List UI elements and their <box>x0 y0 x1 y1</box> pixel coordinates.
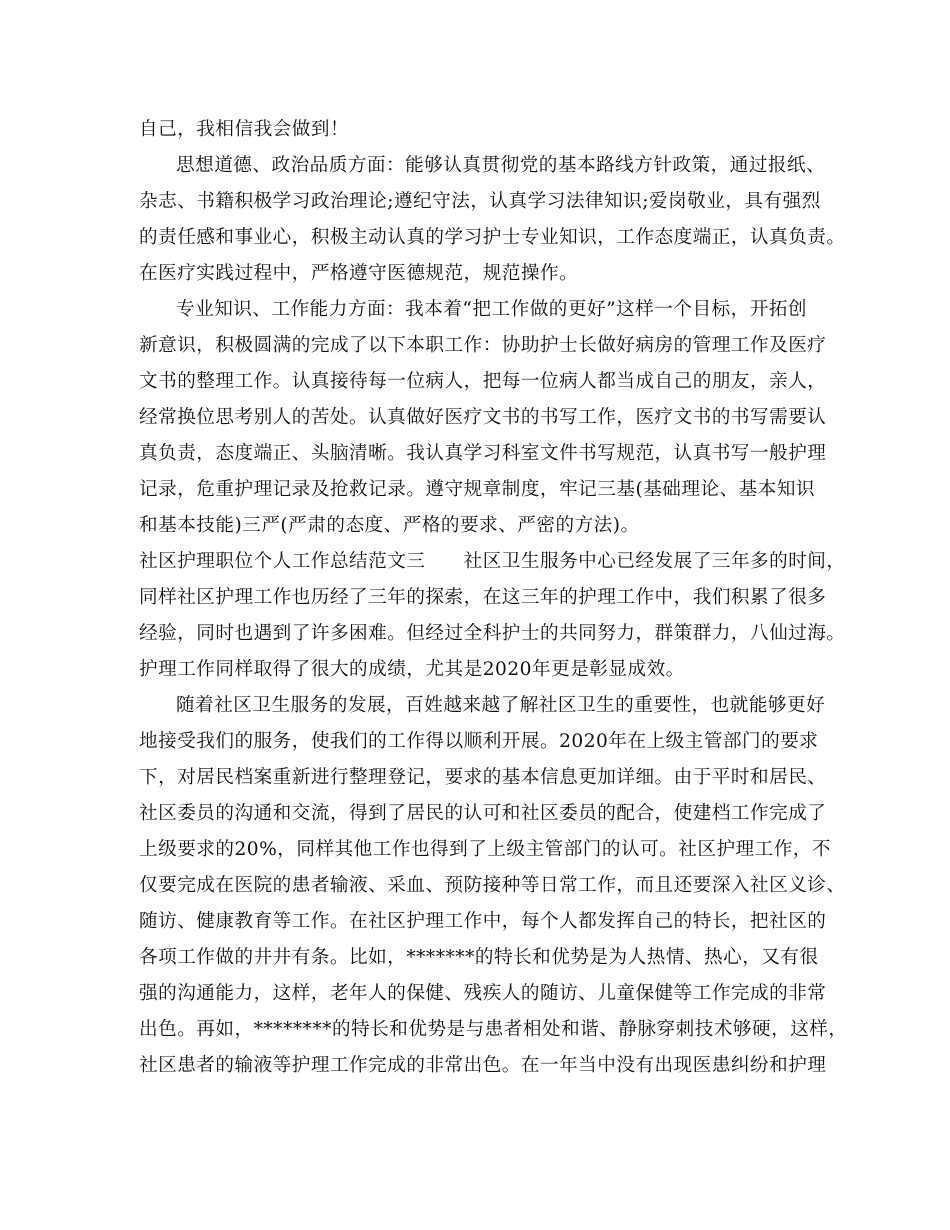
text-line: 经常换位思考别人的苦处。认真做好医疗文书的书写工作，医疗文书的书写需要认 <box>139 407 827 428</box>
text-line: 上级要求的20%，同样其他工作也得到了上级主管部门的认可。社区护理工作，不 <box>139 839 832 860</box>
text-line: 强的沟通能力，这样，老年人的保健、残疾人的随访、儿童保健等工作完成的非常 <box>139 983 827 1004</box>
text-line: 同样社区护理工作也历经了三年的探索，在这三年的护理工作中，我们积累了很多 <box>139 587 827 608</box>
text-line: 出色。再如，********的特长和优势是与患者相处和谐、静脉穿刺技术够硬，这样， <box>139 1019 848 1040</box>
text-line: 的责任感和事业心，积极主动认真的学习护士专业知识，工作态度端正，认真负责。 <box>139 227 846 248</box>
text-line: 新意识，积极圆满的完成了以下本职工作：协助护士长做好病房的管理工作及医疗 <box>139 335 827 356</box>
text-line: 仅要完成在医院的患者输液、采血、预防接种等日常工作，而且还要深入社区义诊、 <box>139 875 846 896</box>
text-line: 专业知识、工作能力方面：我本着“把工作做的更好”这样一个目标，开拓创 <box>176 299 808 320</box>
text-line: 护理工作同样取得了很大的成绩，尤其是2020年更是彰显成效。 <box>139 659 685 680</box>
text-line: 随访、健康教育等工作。在社区护理工作中，每个人都发挥自己的特长，把社区的 <box>139 911 827 932</box>
text-line: 地接受我们的服务，使我们的工作得以顺利开展。2020年在上级主管部门的要求 <box>139 731 819 752</box>
text-line: 下，对居民档案重新进行整理登记，要求的基本信息更加详细。由于平时和居民、 <box>139 767 827 788</box>
text-line: 社区委员的沟通和交流，得到了居民的认可和社区委员的配合，使建档工作完成了 <box>139 803 827 824</box>
text-line: 社区护理职位个人工作总结范文三 社区卫生服务中心已经发展了三年多的时间， <box>139 551 846 572</box>
text-line: 杂志、书籍积极学习政治理论;遵纪守法，认真学习法律知识;爱岗敬业，具有强烈 <box>139 191 821 212</box>
text-line: 随着社区卫生服务的发展，百姓越来越了解社区卫生的重要性，也就能够更好 <box>176 695 826 716</box>
text-line: 记录，危重护理记录及抢救记录。遵守规章制度，牢记三基(基础理论、基本知识 <box>139 479 816 500</box>
text-line: 思想道德、政治品质方面：能够认真贯彻党的基本路线方针政策，通过报纸、 <box>176 155 826 176</box>
text-line: 自己，我相信我会做到！ <box>139 119 350 140</box>
text-line: 真负责，态度端正、头脑清晰。我认真学习科室文件书写规范，认真书写一般护理 <box>139 443 827 464</box>
text-line: 经验，同时也遇到了许多困难。但经过全科护士的共同努力，群策群力，八仙过海。 <box>139 623 846 644</box>
text-line: 文书的整理工作。认真接待每一位病人，把每一位病人都当成自己的朋友，亲人， <box>139 371 827 392</box>
text-line: 在医疗实践过程中，严格遵守医德规范，规范操作。 <box>139 263 579 284</box>
text-line: 社区患者的输液等护理工作完成的非常出色。在一年当中没有出现医患纠纷和护理 <box>139 1055 827 1076</box>
text-line: 和基本技能)三严(严肃的态度、严格的要求、严密的方法)。 <box>139 515 640 536</box>
text-line: 各项工作做的井井有条。比如，*******的特长和优势是为人热情、热心，又有很 <box>139 947 819 968</box>
